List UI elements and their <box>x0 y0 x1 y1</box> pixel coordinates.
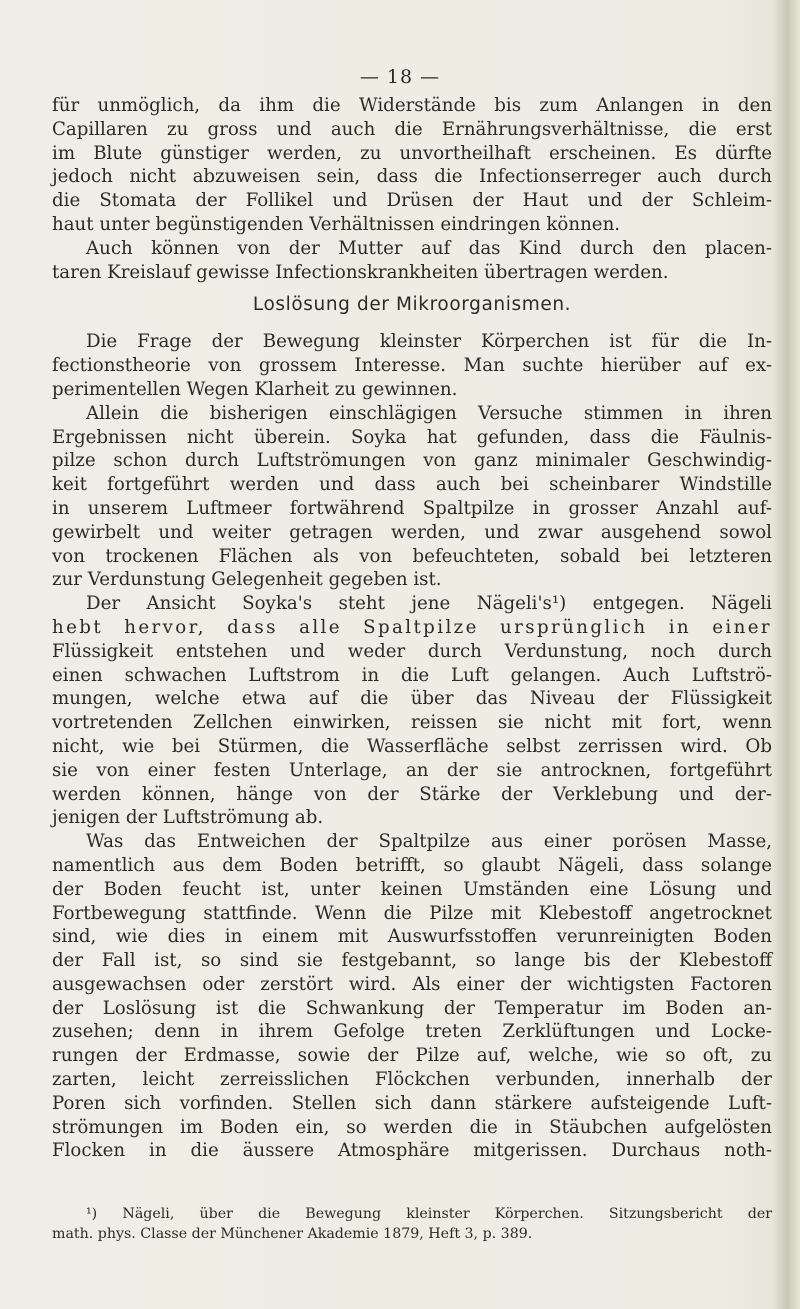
text-line: Flüssigkeit entstehen und weder durch Verdunstung, noch durch <box>52 640 772 662</box>
text-line: Flocken in die äussere Atmosphäre mitgerissen. Durchaus noth- <box>52 1140 772 1162</box>
text-line: rungen der Erdmasse, sowie der Pilze auf, welche, wie so oft, zu <box>52 1045 772 1067</box>
text-line: sind, wie dies in einem mit Auswurfsstoffen verunreinigten Boden <box>52 926 772 948</box>
text-line: von trockenen Flächen als von befeuchteten, sobald bei letzteren <box>52 545 772 567</box>
text-line: Ergebnissen nicht überein. Soyka hat gefunden, dass die Fäulnis- <box>52 426 772 448</box>
text-line: werden können, hänge von der Stärke der Verklebung und der- <box>52 783 772 805</box>
footnote <box>52 1204 772 1244</box>
text-line: in unserem Luftmeer fortwährend Spaltpilze in grosser Anzahl auf- <box>52 497 772 519</box>
text-line: hebt hervor, dass alle Spaltpilze ursprünglich in einer <box>52 616 772 638</box>
page-edge-shadow <box>772 0 800 1309</box>
text-line: zur Verdunstung Gelegenheit gegeben ist. <box>52 569 442 591</box>
text-line: haut unter begünstigenden Verhältnissen eindringen können. <box>52 213 621 235</box>
page-number: — 18 — <box>359 66 441 88</box>
text-line: die Stomata der Follikel und Drüsen der Haut und der Schleim- <box>52 190 772 212</box>
text-line: fectionstheorie von grossem Interesse. Man suchte hierüber auf ex- <box>52 355 772 377</box>
text-line: Capillaren zu gross und auch die Ernährungsverhältnisse, die erst <box>52 118 772 140</box>
text-line: Die Frage der Bewegung kleinster Körperchen ist für die In- <box>86 331 772 353</box>
text-line: ausgewachsen oder zerstört wird. Als einer der wichtigsten Factoren <box>52 973 772 995</box>
text-line: Was das Entweichen der Spaltpilze aus einer porösen Masse, <box>86 831 772 853</box>
text-line: Allein die bisherigen einschlägigen Versuche stimmen in ihren <box>86 402 772 424</box>
text-line: Der Ansicht Soyka's steht jene Nägeli's¹) entgegen. Nägeli <box>86 593 772 615</box>
text-line: jedoch nicht abzuweisen sein, dass die Infectionserreger auch durch <box>52 166 772 188</box>
text-line: für unmöglich, da ihm die Widerstände bis zum Anlangen in den <box>52 95 772 116</box>
text-line: taren Kreislauf gewisse Infectionskrankheiten übertragen werden. <box>52 261 669 283</box>
text-line: nicht, wie bei Stürmen, die Wasserfläche selbst zerrissen wird. Ob <box>52 735 772 757</box>
text-line: mungen, welche etwa auf die über das Niveau der Flüssigkeit <box>52 688 772 710</box>
footnote-line: ¹) Nägeli, über die Bewegung kleinster Körperchen. Sitzungsbericht der <box>86 1206 772 1222</box>
text-line: im Blute günstiger werden, zu unvortheilhaft erscheinen. Es dürfte <box>52 142 772 164</box>
text-line: der Loslösung ist die Schwankung der Temperatur im Boden an- <box>52 997 772 1019</box>
text-line: der Fall ist, so sind sie festgebannt, so lange bis der Klebestoff <box>52 950 772 972</box>
text-line: keit fortgeführt werden und dass auch bei scheinbarer Windstille <box>52 474 772 496</box>
text-line: gewirbelt und weiter getragen werden, und zwar ausgehend sowol <box>52 521 772 543</box>
text-line: einen schwachen Luftstrom in die Luft gelangen. Auch Luftströ- <box>52 664 772 686</box>
text-line: Fortbewegung stattfinde. Wenn die Pilze mit Klebestoff angetrocknet <box>52 902 772 924</box>
text-line: zusehen; denn in ihrem Gefolge treten Zerklüftungen und Locke- <box>52 1021 772 1043</box>
text-line: Poren sich vorfinden. Stellen sich dann stärkere aufsteigende Luft- <box>52 1092 772 1114</box>
text-line: perimentellen Wegen Klarheit zu gewinnen. <box>52 378 458 400</box>
body-text <box>52 94 772 1163</box>
text-line: strömungen im Boden ein, so werden die in Stäubchen aufgelösten <box>52 1116 772 1138</box>
footnote-line: math. phys. Classe der Münchener Akademie 1879, Heft 3, p. 389. <box>52 1226 533 1242</box>
section-heading: Loslösung der Mikroorganismen. <box>252 294 572 316</box>
text-line: vortretenden Zellchen einwirken, reissen sie nicht mit fort, wenn <box>52 712 772 734</box>
text-line: sie von einer festen Unterlage, an der sie antrocknen, fortgeführt <box>52 759 772 781</box>
text-line: der Boden feucht ist, unter keinen Umständen eine Lösung und <box>52 878 772 900</box>
text-line: Auch können von der Mutter auf das Kind durch den placen- <box>86 237 772 259</box>
text-line: jenigen der Luftströmung ab. <box>52 807 324 829</box>
text-line: pilze schon durch Luftströmungen von ganz minimaler Geschwindig- <box>52 450 772 472</box>
text-line: zarten, leicht zerreisslichen Flöckchen verbunden, innerhalb der <box>52 1069 772 1091</box>
text-line: namentlich aus dem Boden betrifft, so glaubt Nägeli, dass solange <box>52 854 772 876</box>
